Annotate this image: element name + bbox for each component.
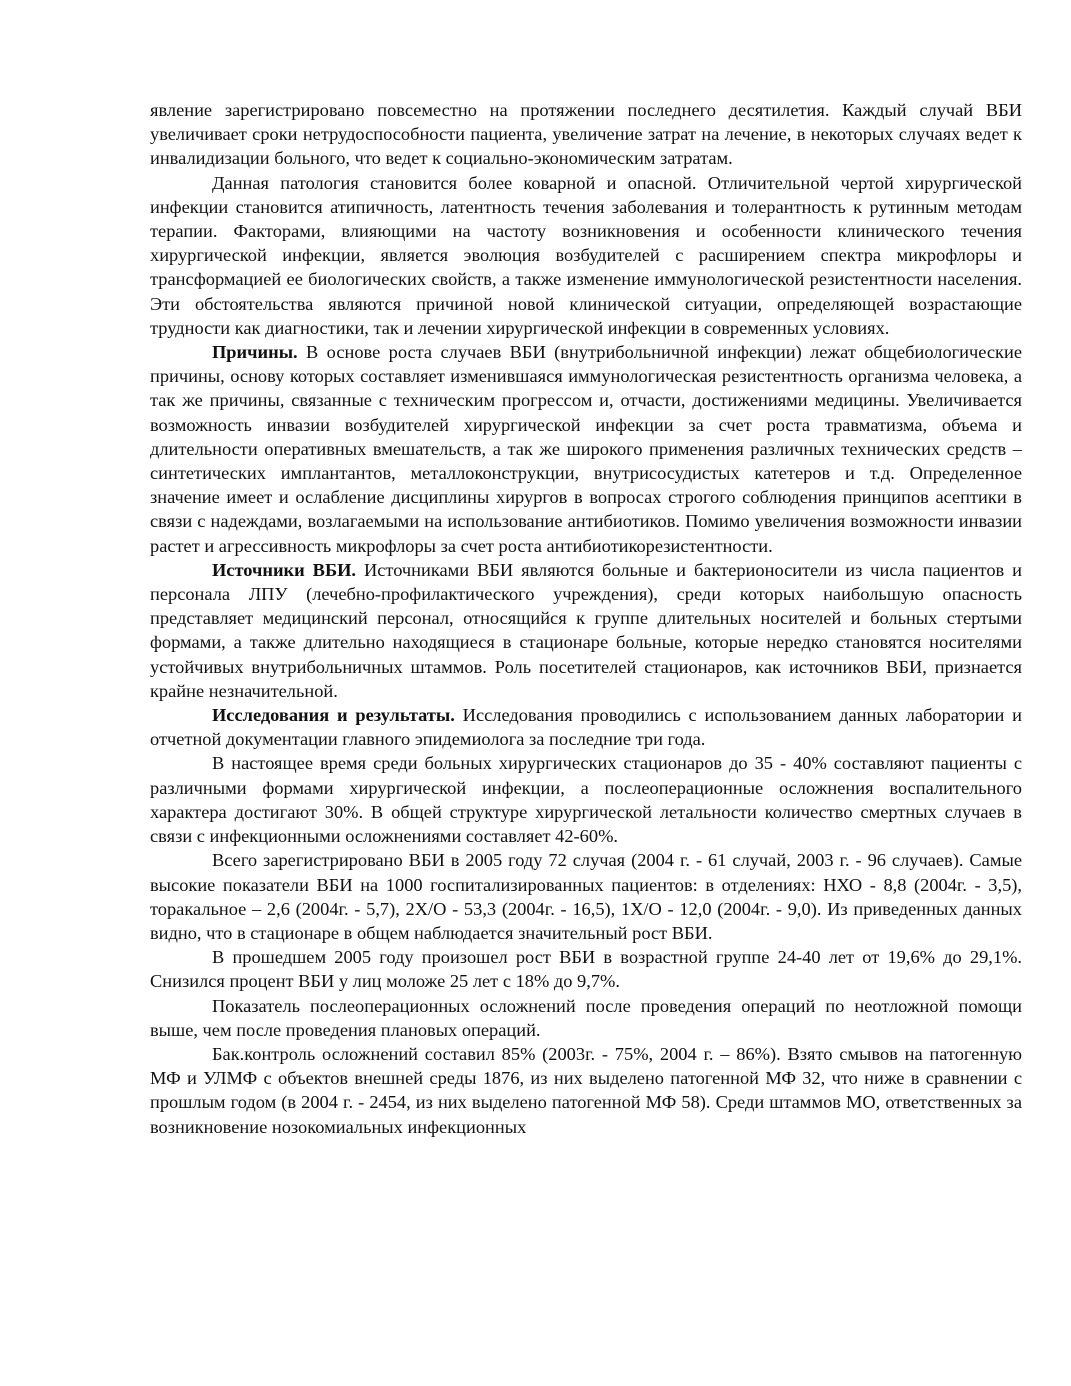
paragraph-text: В основе роста случаев ВБИ (внутрибольничной инфекции) лежат общебиологические причины, основу которых составляет изменившаяся иммунологическая резистентность организма человека, а так же причины, связанные с техническим прогрессом и, отчасти, достижениями медицины. Увеличивается возможность инвазии возбудителей хирургической инфекции за счет роста травматизма, объема и длительности оперативных вмешательств, а так же широкого применения различных технических средств – синтетических имплантантов, металлоконструкции, внутрисосудистых катетеров и т.д. Определенное значение имеет и ослабление дисциплины хирургов в вопросах строгого соблюдения принципов асептики в связи с надеждами, возлагаемыми на использование антибиотиков. Помимо увеличения возможности инвазии растет и агрессивность микрофлоры за счет роста антибиотикорезистентности. [150,342,1022,556]
paragraph-intro-continuation [150,98,1022,171]
paragraph-causes [150,340,1022,558]
paragraph-text: Показатель послеоперационных осложнений после проведения операций по неотложной помощи выше, чем после проведения плановых операций. [150,995,1022,1040]
paragraph-research [150,703,1022,751]
paragraph-text: Бак.контроль осложнений составил 85% (2003г. - 75%, 2004 г. – 86%). Взято смывов на патогенную МФ и УЛМФ с объектов внешней среды 1876, из них выделено патогенной МФ 32, что ниже в сравнении с прошлым годом (в 2004 г. - 2454, из них выделено патогенной МФ 58). Среди штаммов МО, ответственных за возникновение нозокомиальных инфекционных [150,1043,1022,1137]
paragraph-postoperative [150,994,1022,1042]
paragraph-age-groups [150,945,1022,993]
paragraph-heading: Источники ВБИ. [212,559,357,580]
paragraph-text: Всего зарегистрировано ВБИ в 2005 году 72 случая (2004 г. - 61 случай, 2003 г. - 96 случаев). Самые высокие показатели ВБИ на 1000 госпитализированных пациентов: в отделениях: НХО - 8,8 (2004г. - 3,5), торакальное – 2,6 (2004г. - 5,7), 2Х/О - 53,3 (2004г. - 16,5), 1Х/О - 12,0 (2004г. - 9,0). Из приведенных данных видно, что в стационаре в общем наблюдается значительный рост ВБИ. [150,850,1022,943]
paragraph-sources [150,558,1022,703]
paragraph-heading: Причины. [212,342,298,363]
paragraph-heading: Исследования и результаты. [212,705,455,726]
paragraph-text: явление зарегистрировано повсеместно на протяжении последнего десятилетия. Каждый случай ВБИ увеличивает сроки нетрудоспособности пациента, увеличение затрат на лечение, в некоторых случаях ведет к инвалидизации больного, что ведет к социально-экономическим затратам. [150,100,1022,169]
paragraph-text: Данная патология становится более коварной и опасной. Отличительной чертой хирургической инфекции становится атипичность, латентность течения заболевания и толерантность к рутинным методам терапии. Факторами, влияющими на частоту возникновения и особенности клинического течения хирургической инфекции, является эволюция возбудителей с расширением спектра микрофлоры и трансформацией ее биологических свойств, а также изменение иммунологической резистентности населения. Эти обстоятельства являются причиной новой клинической ситуации, определяющей возрастающие трудности как диагностики, так и лечении хирургической инфекции в современных условиях. [150,172,1022,338]
paragraph-text: В прошедшем 2005 году произошел рост ВБИ в возрастной группе 24-40 лет от 19,6% до 29,1%. Снизился процент ВБИ у лиц моложе 25 лет с 18% до 9,7%. [150,947,1022,992]
paragraph-text: Источниками ВБИ являются больные и бактерионосители из числа пациентов и персонала ЛПУ (лечебно-профилактического учреждения), среди которых наибольшую опасность представляет медицинский персонал, относящийся к группе длительных носителей и больных стертыми формами, а также длительно находящиеся в стационаре больные, которые нередко становятся носителями устойчивых внутрибольничных штаммов. Роль посетителей стационаров, как источников ВБИ, признается крайне незначительной. [150,559,1022,701]
paragraph-text: В настоящее время среди больных хирургических стационаров до 35 - 40% составляют пациенты с различными формами хирургической инфекции, а послеоперационные осложнения воспалительного характера достигают 30%. В общей структуре хирургической летальности количество смертных случаев в связи с инфекционными осложнениями составляет 42-60%. [150,753,1022,847]
paragraph-statistics [150,751,1022,848]
paragraph-bacteriology [150,1042,1022,1139]
paragraph-text: Исследования проводились с использованием данных лаборатории и отчетной документации главного эпидемиолога за последние три года. [150,705,1022,750]
paragraph-pathology [150,171,1022,340]
document-page [150,98,1022,1139]
paragraph-registered-cases [150,848,1022,945]
